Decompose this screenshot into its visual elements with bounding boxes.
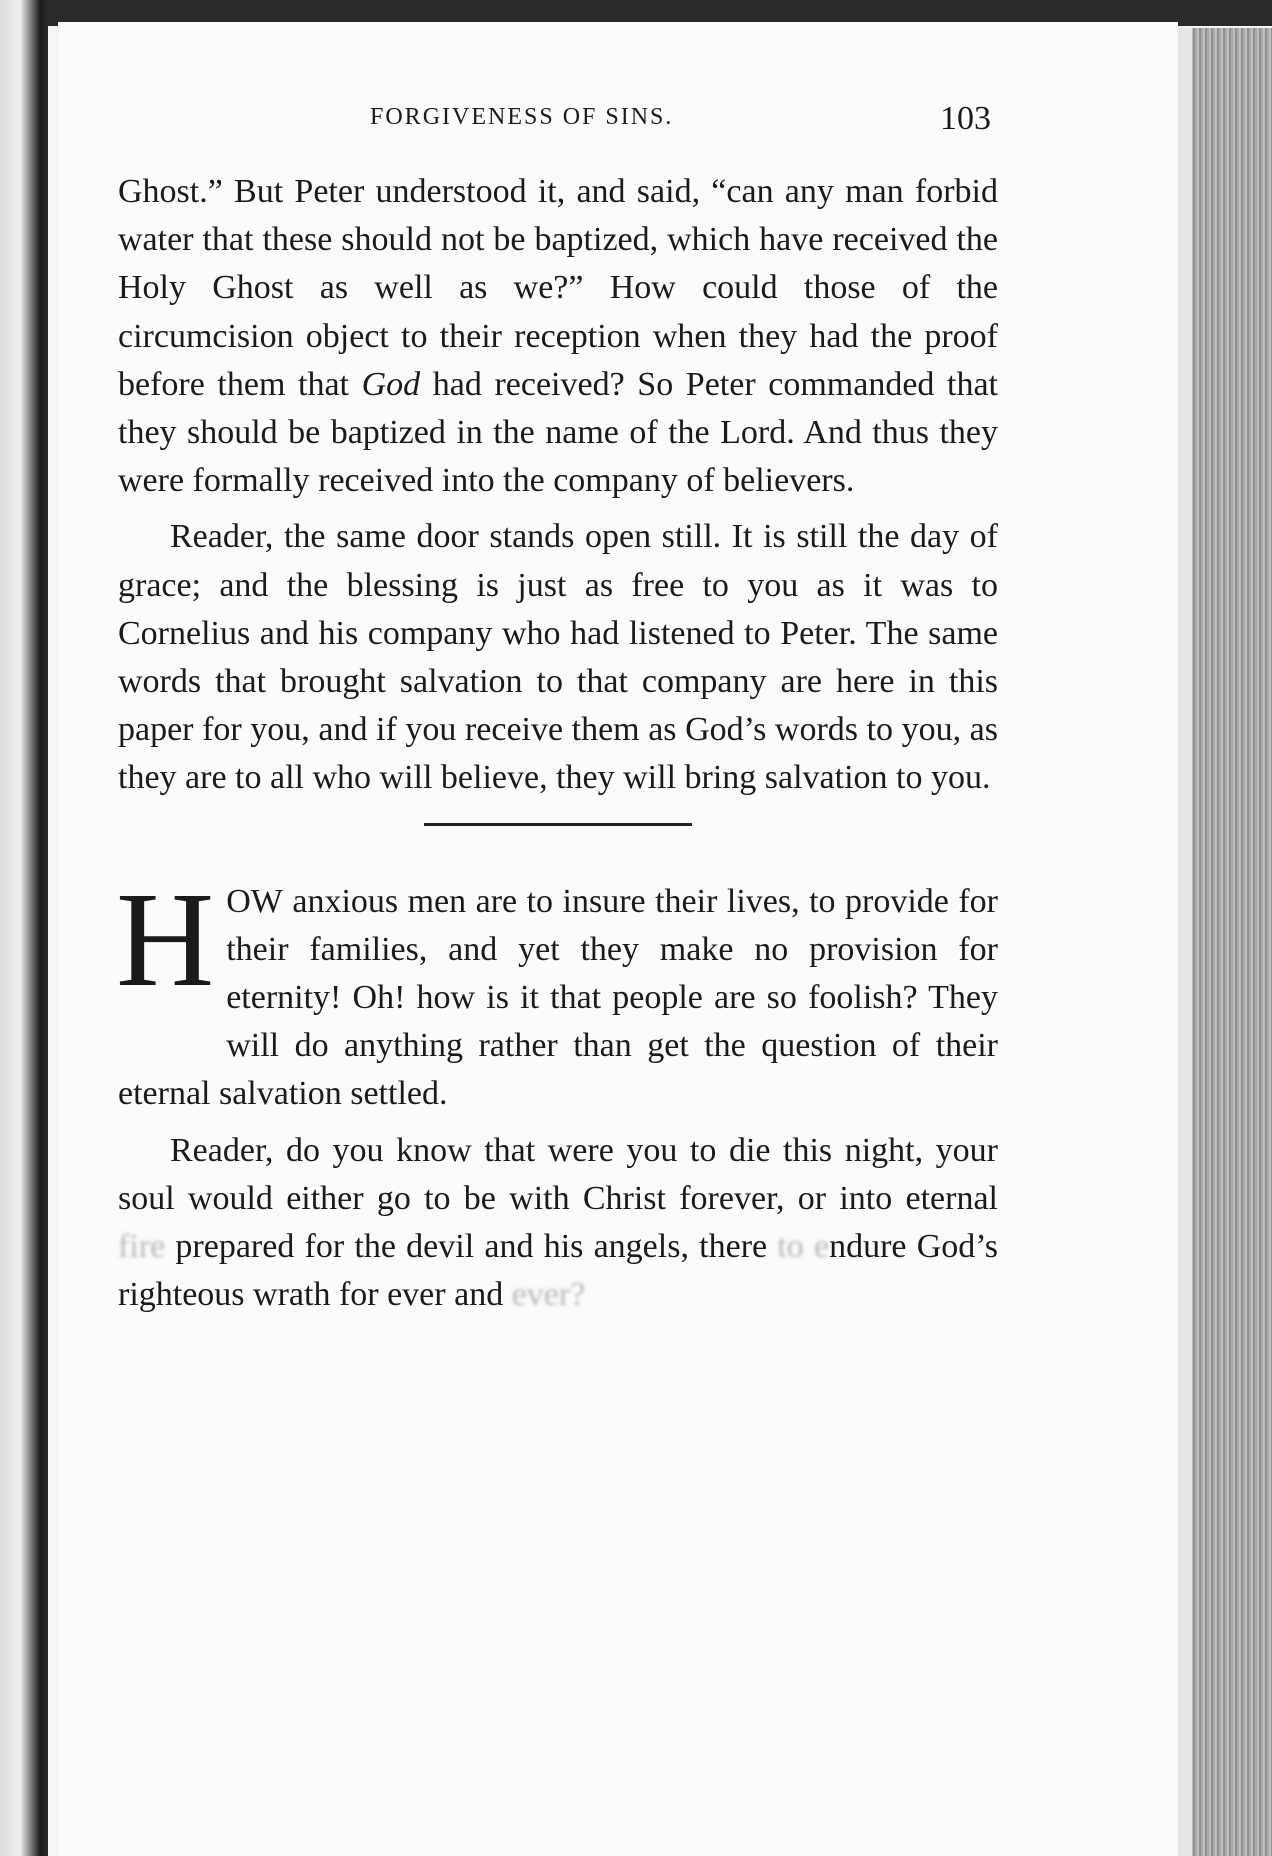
paragraph-text: prepared for the devil and his angels, there	[165, 1228, 778, 1266]
paragraph	[116, 864, 998, 1119]
italic-word: God	[361, 365, 421, 403]
section-divider	[424, 823, 692, 826]
paragraph-text: had received? So Peter commanded that they should be baptized in the name of the Lord. And thus they were formally received into the company of believers.	[118, 365, 999, 500]
paragraph-text: Ghost.” But Peter understood it, and said, “can any man forbid water that these should not be baptized, which have received the Holy Ghost as well as we?” How could those of the circumcision object to their reception when they had the proof before them that	[118, 173, 998, 403]
paragraph: Reader, the same door stands open still. It is still the day of grace; and the blessing is just as free to you as it was to Cornelius and his company who had listened to Peter. The same words that brought salvation to that company are here in this paper for you, and if you receive them as God’s words to you, as they are to all who will believe, they will bring salvation to you.	[118, 518, 998, 797]
drop-cap: H	[116, 864, 215, 1015]
body-text	[118, 168, 998, 1319]
running-title: FORGIVENESS OF SINS.	[370, 104, 674, 130]
paragraph-text: Reader, do you know that were you to die this night, your soul would either go to be with Christ forever, or into eternal	[118, 1131, 998, 1217]
book-binding	[0, 0, 48, 1856]
faded-text: to e	[777, 1228, 830, 1266]
lead-word: OW	[226, 882, 283, 920]
faded-text: ever?	[511, 1276, 586, 1314]
paragraph	[118, 1127, 998, 1320]
paragraph-text: ndure God’s righteous wrath for ever and	[118, 1228, 998, 1314]
page-number: 103	[940, 100, 991, 137]
paragraph-text: anxious men are to insure their lives, to provide for their families, and yet they make no provision for eternity! Oh! how is it that people are so foolish? They will do anything rather than get the question of their eternal salvation settled.	[118, 882, 998, 1113]
page-edge-stack	[1178, 28, 1272, 1856]
faded-text: fire	[118, 1228, 166, 1266]
paragraph	[118, 168, 998, 505]
